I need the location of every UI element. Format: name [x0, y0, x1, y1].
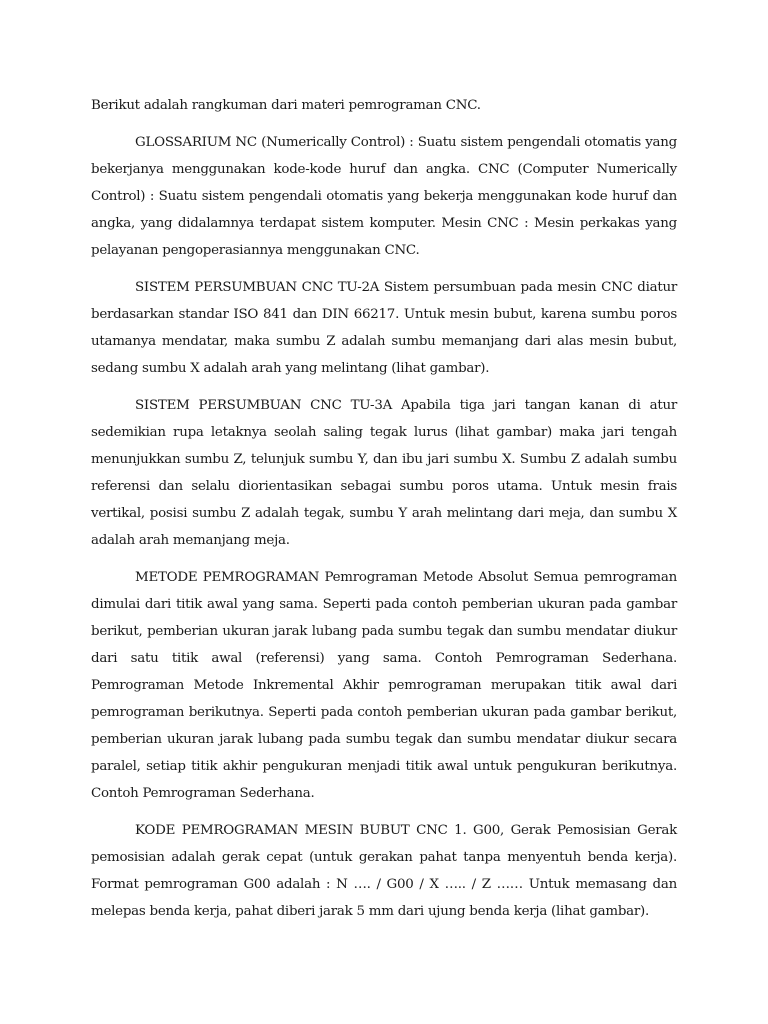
intro-paragraph: Berikut adalah rangkuman dari materi pemrograman CNC. — [91, 98, 481, 113]
metode-pemrograman-paragraph: METODE PEMROGRAMAN Pemrograman Metode Absolut Semua pemrograman dimulai dari titik awal yang sama. Seperti pada contoh pemberian ukuran pada gambar berikut, pemberian ukuran jarak lubang pada sumbu tegak dan sumbu mendatar diukur dari satu titik awal (referensi) yang sama. Contoh Pemrograman Sederhana. Pemrograman Metode Inkremental Akhir pemrograman merupakan titik awal dari pemrograman berikutnya. Seperti pada contoh pemberian ukuran pada gambar berikut, pemberian ukuran jarak lubang pada sumbu tegak dan sumbu mendatar diukur secara paralel, setiap titik akhir pengukuran menjadi titik awal untuk pengukuran berikutnya. Contoh Pemrograman Sederhana. — [91, 570, 677, 801]
sistem-persumbuan-tu2a-paragraph: SISTEM PERSUMBUAN CNC TU-2A Sistem persumbuan pada mesin CNC diatur berdasarkan standar ISO 841 dan DIN 66217. Untuk mesin bubut, karena sumbu poros utamanya mendatar, maka sumbu Z adalah sumbu memanjang dari alas mesin bubut, sedang sumbu X adalah arah yang melintang (lihat gambar). — [91, 280, 677, 376]
kode-pemrograman-paragraph: KODE PEMROGRAMAN MESIN BUBUT CNC 1. G00, Gerak Pemosisian Gerak pemosisian adalah gerak cepat (untuk gerakan pahat tanpa menyentuh benda kerja). Format pemrograman G00 adalah : N …. / G00 / X ….. / Z …… Untuk memasang dan melepas benda kerja, pahat diberi jarak 5 mm dari ujung benda kerja (lihat gambar). — [91, 823, 677, 919]
document-page — [91, 92, 677, 935]
glossarium-paragraph: GLOSSARIUM NC (Numerically Control) : Suatu sistem pengendali otomatis yang bekerjanya menggunakan kode-kode huruf dan angka. CNC (Computer Numerically Control) : Suatu sistem pengendali otomatis yang bekerja menggunakan kode huruf dan angka, yang didalamnya terdapat sistem komputer. Mesin CNC : Mesin perkakas yang pelayanan pengoperasiannya menggunakan CNC. — [91, 135, 677, 258]
sistem-persumbuan-tu3a-paragraph: SISTEM PERSUMBUAN CNC TU-3A Apabila tiga jari tangan kanan di atur sedemikian rupa letaknya seolah saling tegak lurus (lihat gambar) maka jari tengah menunjukkan sumbu Z, telunjuk sumbu Y, dan ibu jari sumbu X. Sumbu Z adalah sumbu referensi dan selalu diorientasikan sebagai sumbu poros utama. Untuk mesin frais vertikal, posisi sumbu Z adalah tegak, sumbu Y arah melintang dari meja, dan sumbu X adalah arah memanjang meja. — [91, 398, 677, 548]
